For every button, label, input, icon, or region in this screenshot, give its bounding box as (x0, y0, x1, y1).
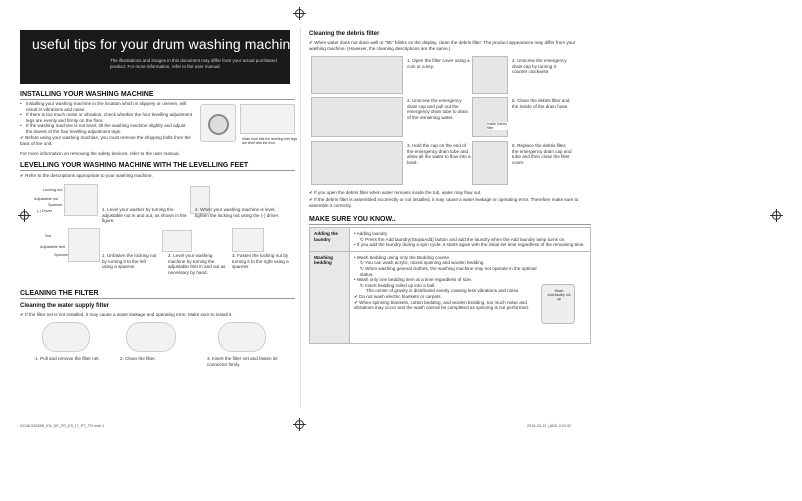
spanner-fasten-illustration (232, 228, 264, 252)
list-item: ↻ You can wash acrylic, mixed spinning and woolen bedding. (360, 260, 485, 266)
filter-step-1: 1. Pull and remove the filter net. (35, 356, 100, 361)
list-item: The center of gravity is distributed evenly causing less vibrations and noise. (366, 288, 520, 294)
debris-step6-illustration (472, 141, 508, 185)
install-check: ✔ Before using your washing machine, you must remove the shipping bolts from the back of the unit. (20, 135, 191, 146)
list-item: • If there is too much noise or vibration, check whether the four levelling adjustment legs are evenly and firmly on the floor. (20, 112, 192, 123)
title-banner (20, 30, 299, 84)
filter-step-2: 2. Clean the filter. (120, 356, 156, 361)
table-row (310, 228, 591, 252)
install-note: For more information on removing the safety devices, refer to the user manual. (20, 151, 180, 156)
list-item: ↻ Insert bedding rolled up into a ball. (360, 282, 436, 288)
level-step-b1: 1. Unfasten the locking nut by turning it to the left using a spanner. (102, 253, 157, 270)
debris-intro-text: When water does not drain well or "5E" blinks on the display, clean the debris filter. The product appearance may differ from your washing machine. (However, the cleaning descriptions are the same.) (309, 40, 576, 51)
debris-step-6: 6. Replace the debris filter, the emergency drain cap and tube and then close the filter cover. (512, 143, 572, 165)
debris-note-2: ✔ If the debris filter is assembled incorrectly or not installed, it may cause a water leakage or operating error. Therefore make sure to assemble it correctly. (309, 197, 579, 208)
level-step-a1: 1. Level your washer by turning the adjustable nut in and out, as shown in the figure. (102, 207, 187, 224)
level-intro-text: Refer to the descriptions appropriate to your washing machine. (25, 173, 153, 178)
install-bullets (20, 101, 192, 135)
debris-step-5: 5. Clean the debris filter and the inside of the drain hose. (512, 98, 570, 109)
divider (309, 224, 591, 225)
filter-insert-illustration (218, 322, 266, 352)
washer-door-icon (208, 114, 229, 135)
hand-feet-illustration (162, 230, 192, 252)
footer-date: 2018-03-13 ¿ÀÈÄ 3:03:32 (527, 424, 572, 428)
install-check-text: Before using your washing machine, you must remove the shipping bolts from the back of the unit. (20, 135, 191, 146)
list-item: ↻ When washing general clothes, the washing machine may not operate in the optimal status. (360, 265, 537, 277)
label-adjustable-feet: Adjustable feet (40, 245, 66, 249)
debris-note-1: ✔ If you open the debris filter when water remains inside the tub, water may flow out. (309, 190, 482, 195)
debris-step-3: 3. Hold the cap on the end of the emergency drain tube and allow all the water to flow into a bowl. (407, 143, 471, 165)
filter-intro: ✔ If the filter net is not installed, it may cause a water leakage and operating error. Make sure to install it. (20, 312, 233, 317)
divider (20, 298, 295, 299)
list-item: ↻ Press the Add laundry(Stop&Add) button and add the laundry when the Add laundry lamp turns on. (360, 236, 566, 242)
divider (20, 170, 295, 171)
footer-file: DC68-03038B_EN_DE_FR_ES_IT_PT_TR.indd 1 (20, 424, 105, 428)
know-heading: MAKE SURE YOU KNOW.. (309, 216, 396, 223)
label-spanner: Spanner (48, 203, 63, 207)
debris-step-4: 4. Unscrew the emergency drain cap by turning it counter clockwise. (512, 58, 567, 75)
level-heading: LEVELLING YOUR WASHING MACHINE WITH THE LEVELLING FEET (20, 162, 249, 169)
label-spanner-2: Spanner (54, 253, 69, 257)
debris-step-1: 1. Open the filter cover using a coin or a key. (407, 58, 470, 69)
debris-step2-illustration (311, 97, 403, 137)
registration-mark-icon (20, 211, 29, 220)
blanket-tag: Wash individually roll up (547, 289, 571, 301)
feet-illustration (240, 104, 295, 134)
label-driver: (-) Driver (37, 209, 52, 213)
list-item: ✔ When spinning blankets, cotton bedding, and woolen bedding, too much noise and vibrations may occur and the wash cannot be completed as spinning is not performed. (354, 299, 529, 311)
install-caption: Make sure that the levelling feet legs are level with the floor. (242, 137, 298, 145)
list-item: • If you add the laundry during a spin cycle, it starts again with the initial set time regardless of the remaining time. (354, 242, 585, 248)
debris-intro: ✔ When water does not drain well or "5E" blinks on the display, clean the debris filter. The product appearance may differ from your washing machine. (However, the cleaning descriptions are the same.) (309, 40, 576, 51)
registration-mark-icon (295, 420, 304, 429)
inside-debris-label: Inside Debris filter (487, 122, 509, 130)
filter-clean-illustration (126, 322, 176, 352)
filter-heading: CLEANING THE FILTER (20, 290, 99, 297)
list-item: • Wash only one bedding item at a time regardless of size. (354, 277, 473, 283)
label-locking-nut: Locking nut (43, 188, 63, 192)
washer-illustration (200, 104, 236, 142)
levelling-nut-illustration (64, 184, 98, 216)
page-title: useful tips for your drum washing machine (32, 36, 299, 52)
bedding-label: Washing bedding (310, 251, 350, 343)
level-step-b2: 2. Level your washing machine by turning the adjustable feet in and out as necessary by hand. (168, 253, 226, 275)
feet-spanner-illustration (68, 228, 100, 262)
list-item: • Installing your washing machine in the location which is slippery or uneven, will result in vibrations and noise. (20, 101, 192, 112)
debris-step-2: 2. Unscrew the emergency drain cap and pull out the emergency drain tube to drain of the remaining water. (407, 98, 469, 120)
debris-step1-illustration (311, 56, 403, 94)
filter-intro-text: If the filter net is not installed, it may cause a water leakage and operating error. Make sure to install it. (25, 312, 233, 317)
registration-mark-icon (295, 9, 304, 18)
debris-note-1-text: If you open the debris filter when water remains inside the tub, water may flow out. (314, 190, 482, 195)
filter-remove-illustration (42, 322, 90, 352)
level-step-a2: 2. When your washing machine is level, tighten the locking nut using the (-) driver. (195, 207, 280, 218)
debris-step4-illustration (472, 56, 508, 94)
level-step-b3: 3. Fasten the locking nut by turning it to the right using a spanner. (232, 253, 289, 270)
debris-note-2-text: If the debris filter is assembled incorrectly or not installed, it may cause a water leakage or operating error. Therefore make sure to assemble it correctly. (309, 197, 579, 208)
label-nut: Nut (45, 234, 51, 238)
divider (20, 99, 295, 100)
laundry-cell (350, 228, 591, 252)
laundry-label: Adding the laundry (310, 228, 350, 252)
banner-note: The illustrations and images in this document may differ from your actual purchased product. For more information, refer to the user manual. (110, 58, 277, 69)
label-adjustable-nut: Adjustable nut (34, 197, 59, 201)
registration-mark-icon (772, 211, 781, 220)
debris-heading: Cleaning the debris filter (309, 31, 380, 37)
debris-step5-illustration (472, 97, 508, 137)
list-item: • If the washing machine is not level, tilt the washing machine slightly and adjust the lowest of the four levelling adjustment legs. (20, 123, 192, 134)
page-divider (300, 28, 301, 408)
install-heading: INSTALLING YOUR WASHING MACHINE (20, 91, 154, 98)
list-item: • Adding laundry (354, 231, 388, 236)
filter-step-3: 3. Insert the filter net and fasten its connector firmly. (207, 356, 278, 367)
filter-subheading: Cleaning the water supply filter (20, 303, 110, 309)
list-item: • Wash bedding using only the Bedding course. (354, 254, 451, 260)
debris-step3-illustration (311, 141, 403, 185)
blanket-illustration (541, 284, 575, 324)
list-item: ✔ Do not wash electric blankets or carpets. (354, 293, 442, 299)
level-intro: ✔ Refer to the descriptions appropriate to your washing machine. (20, 173, 153, 178)
